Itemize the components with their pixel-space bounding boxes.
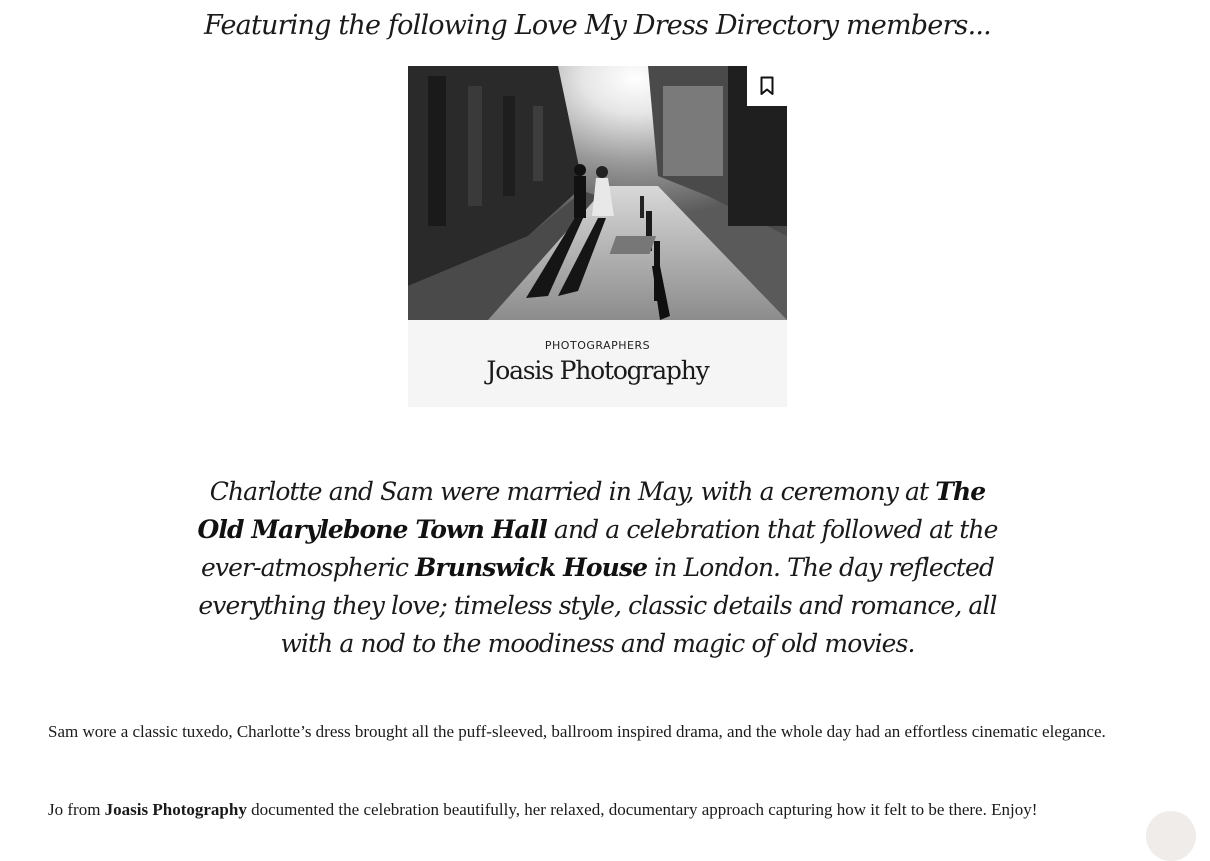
member-category: PHOTOGRAPHERS <box>544 339 651 352</box>
body-paragraph-2 <box>48 795 1148 825</box>
bookmark-icon <box>760 76 774 96</box>
body-paragraph-1: Sam wore a classic tuxedo, Charlotte’s dress brought all the puff-sleeved, ballroom inspired drama, and the whole day had an effortless cinematic elegance. <box>48 722 1106 741</box>
member-photo[interactable] <box>408 66 787 320</box>
member-name-link[interactable]: Joasis Photography <box>486 356 709 385</box>
scroll-to-top-button[interactable] <box>1146 811 1196 861</box>
intro-text-3: in London. The day reflected everything they love; timeless style, classic details and romance, all with a nod to the moodiness and magic of old movies. <box>198 553 997 658</box>
joasis-photography-link[interactable]: Joasis Photography <box>104 800 247 819</box>
intro-quote <box>190 473 1005 663</box>
intro-text-2: and a celebration that followed at the ever-atmospheric <box>201 515 998 582</box>
venue-link-old-marylebone[interactable]: The Old Marylebone Town Hall <box>197 477 986 544</box>
featuring-heading: Featuring the following Love My Dress Directory members... <box>204 10 991 41</box>
venue-link-brunswick-house[interactable]: Brunswick House <box>415 553 648 582</box>
para2-prefix: Jo from <box>48 800 105 819</box>
intro-text-1: Charlotte and Sam were married in May, with a ceremony at <box>209 477 936 506</box>
street-photo-illustration <box>408 66 787 320</box>
directory-member-card[interactable] <box>408 66 787 407</box>
para2-suffix: documented the celebration beautifully, her relaxed, documentary approach capturing how it felt to be there. Enjoy! <box>246 800 1038 819</box>
bookmark-button[interactable] <box>747 66 787 106</box>
